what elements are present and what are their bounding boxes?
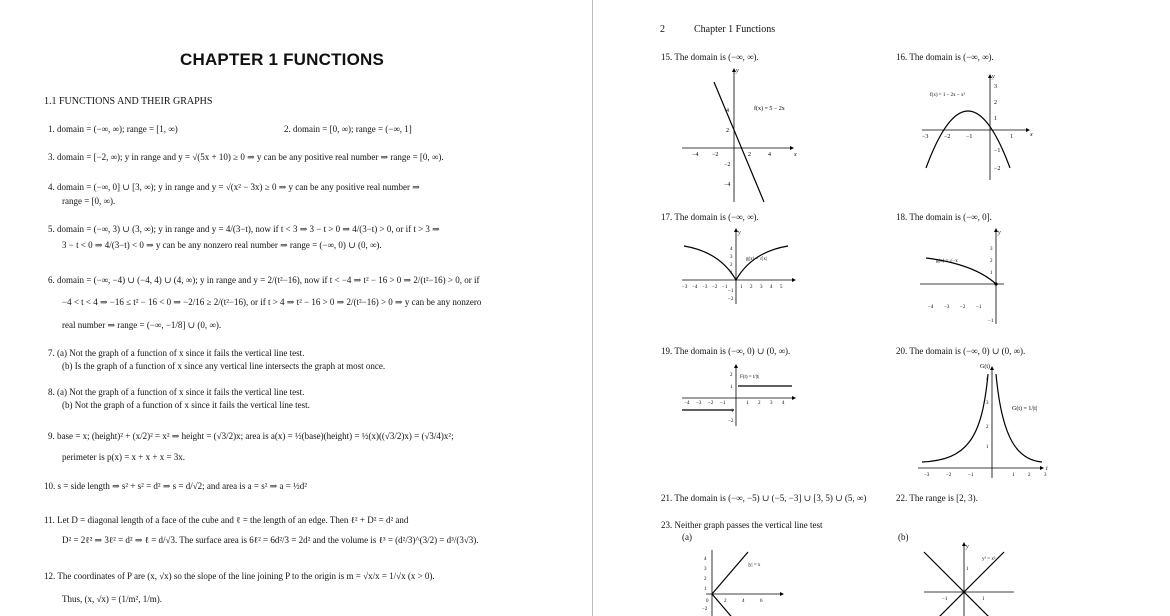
tick-label: −4 [692, 285, 698, 290]
answer-1: 1. domain = (−∞, ∞); range = [1, ∞) [48, 124, 178, 134]
graph-20 [916, 360, 1056, 482]
tick-label: −2 [994, 166, 1001, 172]
graph-23a [698, 546, 788, 616]
tick-label: 2 [986, 425, 989, 430]
tick-label: −1 [994, 148, 1001, 154]
answer-10: 10. s = side length ⇒ s² + s² = d² ⇒ s = d/√2; and area is a = s² ⇒ a = ½d² [44, 481, 307, 491]
item-20: 20. The domain is (−∞, 0) ∪ (0, ∞). [896, 346, 1026, 356]
x-axis-name: x [794, 152, 797, 158]
tick-label: 4 [730, 247, 733, 252]
tick-label: −1 [720, 401, 726, 406]
tick-label: −4 [928, 305, 934, 310]
x-axis-arrow [792, 396, 796, 400]
item-17: 17. The domain is (−∞, ∞). [661, 212, 759, 222]
y-axis-name: y [966, 544, 969, 550]
tick-label: 2 [726, 128, 729, 134]
tick-label: 2 [748, 152, 751, 158]
tick-label: −2 [708, 401, 714, 406]
tick-label: 3 [990, 247, 993, 252]
right-branch [996, 374, 1042, 462]
right-page [598, 0, 1170, 616]
graph-18 [918, 228, 1008, 328]
tick-label: 2 [724, 599, 727, 604]
tick-label: 1 [994, 116, 997, 122]
tick-label: −4 [692, 152, 699, 158]
tick-label: 4 [986, 377, 989, 382]
answer-5: 5. domain = (−∞, 3) ∪ (3, ∞); y in range and y = 4/(3−t), now if t < 3 ⇒ 3 − t > 0 ⇒ 4/(3−t) > 0, or if t > 3 ⇒ [48, 224, 440, 234]
graph-23b [918, 542, 1018, 616]
tick-label: −2 [946, 473, 952, 478]
y-axis-arrow [734, 364, 738, 368]
answer-5-cont: 3 − t < 0 ⇒ 4/(3−t) < 0 ⇒ y can be any nonzero real number ⇒ range = (−∞, 0) ∪ (0, ∞). [62, 240, 382, 250]
tick-label: 2 [730, 263, 733, 268]
y-axis-name: y [738, 230, 741, 236]
tick-label: −1 [988, 319, 994, 324]
tick-label: −2 [712, 285, 718, 290]
item-23: 23. Neither graph passes the vertical line test [661, 520, 823, 530]
tick-label: 3 [760, 285, 763, 290]
y-axis-name: y [736, 68, 739, 74]
tick-label: −1 [722, 285, 728, 290]
tick-label: 4 [726, 108, 729, 114]
tick-label: 1 [740, 285, 743, 290]
answer-8b: (b) Not the graph of a function of x since it fails the vertical line test. [62, 400, 310, 410]
tick-label: −1 [968, 473, 974, 478]
answer-9: 9. base = x; (height)² + (x/2)² = x² ⇒ height = (√3/2)x; area is a(x) = ½(base)(height) = ½(x)((√3/2)x) = (√3/4)x²; [48, 431, 454, 441]
tick-label: −3 [922, 134, 929, 140]
tick-label: 2 [704, 577, 707, 582]
tick-label: 2 [730, 373, 733, 378]
tick-label: −1 [966, 134, 973, 140]
function-label: g(x) = √−x [936, 259, 958, 264]
tick-label: 1 [704, 587, 707, 592]
tick-label: 1 [730, 271, 733, 276]
tick-label: 3 [730, 255, 733, 260]
function-label: f(x) = 5 − 2x [754, 106, 785, 112]
y-axis-arrow [990, 366, 994, 370]
tick-label: 3 [1044, 473, 1047, 478]
page-number: 2 [660, 24, 665, 35]
tick-label: 0 [706, 599, 709, 604]
answer-4: 4. domain = (−∞, 0] ∪ [3, ∞); y in range and y = √(x² − 3x) ≥ 0 ⇒ y can be any positive real number ⇒ [48, 182, 420, 192]
y-axis-label: G(t) [980, 364, 990, 370]
left-branch [922, 374, 988, 462]
tick-label: −1 [728, 289, 734, 294]
tick-label: 4 [742, 599, 745, 604]
tick-label: −3 [924, 473, 930, 478]
answer-7b: (b) Is the graph of a function of x since any vertical line intersects the graph at most once. [62, 361, 386, 371]
item-21: 21. The domain is (−∞, −5) ∪ (−5, −3] ∪ [3, 5) ∪ (5, ∞) [661, 493, 867, 503]
item-19: 19. The domain is (−∞, 0) ∪ (0, ∞). [661, 346, 791, 356]
tick-label: −2 [728, 297, 734, 302]
item-18: 18. The domain is (−∞, 0]. [896, 212, 992, 222]
tick-label: 4 [782, 401, 785, 406]
function-label: F(t) = t/|t| [740, 375, 759, 380]
tick-label: 2 [750, 285, 753, 290]
tick-label: 3 [994, 84, 997, 90]
tick-label: 1 [1010, 134, 1013, 140]
graph-17 [680, 228, 800, 308]
tick-label: −4 [724, 182, 731, 188]
x-axis-arrow [790, 146, 794, 150]
lower-ray [712, 594, 748, 616]
tick-label: 1 [966, 567, 969, 572]
tick-label: 1 [746, 401, 749, 406]
tick-label: −3 [702, 285, 708, 290]
answer-8a: 8. (a) Not the graph of a function of x since it fails the vertical line test. [48, 387, 305, 397]
tick-label: −2 [724, 162, 731, 168]
y-axis-name: y [992, 74, 995, 80]
answer-6-cont: −4 < t < 4 ⇒ −16 ≤ t² − 16 < 0 ⇒ −2/16 ≥ 2/(t²−16), or if t > 4 ⇒ t² − 16 > 0 ⇒ 2/(t²−16) > 0 ⇒ y can be any nonzero [62, 297, 482, 307]
tick-label: −2 [960, 305, 966, 310]
endpoint-dot [994, 282, 997, 285]
tick-label: 1 [990, 271, 993, 276]
graph-19 [680, 364, 800, 428]
function-label: g(x) = √|x| [746, 257, 767, 262]
tick-label: −3 [696, 401, 702, 406]
answer-11: 11. Let D = diagonal length of a face of the cube and ℓ = the length of an edge. Then ℓ² + D² = d² and [44, 515, 409, 525]
answer-4-cont: range = [0, ∞). [62, 196, 116, 206]
function-line [714, 82, 764, 202]
answer-2: 2. domain = [0, ∞); range = (−∞, 1] [284, 124, 412, 134]
tick-label: 1 [730, 385, 733, 390]
tick-label: 2 [994, 100, 997, 106]
item-16: 16. The domain is (−∞, ∞). [896, 52, 994, 62]
tick-label: 2 [1028, 473, 1031, 478]
function-label: f(x) = 1 − 2x − x² [930, 93, 965, 98]
tick-label: 5 [780, 285, 783, 290]
upper-ray [712, 552, 748, 594]
tick-label: −2 [728, 419, 734, 424]
answer-12-cont: Thus, (x, √x) = (1/m², 1/m). [62, 594, 162, 604]
tick-label: −3 [682, 285, 688, 290]
x-axis-name: x [1030, 132, 1033, 138]
tick-label: 2 [758, 401, 761, 406]
tick-label: 1 [1012, 473, 1015, 478]
t-axis-arrow [1040, 466, 1044, 470]
t-axis-name: t [1046, 466, 1048, 472]
function-label: y² = x² [982, 557, 996, 562]
answer-3: 3. domain = [−2, ∞); y in range and y = √(5x + 10) ≥ 0 ⇒ y can be any positive real number ⇒ range = [0, ∞). [48, 152, 444, 162]
tick-label: 3 [770, 401, 773, 406]
tick-label: 2 [990, 259, 993, 264]
tick-label: −1 [942, 597, 948, 602]
tick-label: −2 [712, 152, 719, 158]
tick-label: 3 [986, 401, 989, 406]
running-head: Chapter 1 Functions [694, 24, 776, 35]
answer-11-cont: D² = 2ℓ² ⇒ 3ℓ² = d² ⇒ ℓ = d/√3. The surface area is 6ℓ² = 6d²/3 = 2d² and the volume is ℓ³ = (d²/3)^(3/2) = d³/(3√3). [62, 535, 479, 545]
graph-15 [678, 66, 798, 206]
page-divider [592, 0, 593, 616]
tick-label: −2 [944, 134, 951, 140]
tick-label: −2 [702, 607, 708, 612]
item-23b-label: (b) [898, 532, 909, 542]
chapter-title: CHAPTER 1 FUNCTIONS [180, 50, 385, 69]
tick-label: −4 [684, 401, 690, 406]
answer-9-cont: perimeter is p(x) = x + x + x = 3x. [62, 452, 186, 462]
tick-label: −1 [976, 305, 982, 310]
item-22: 22. The range is [2, 3). [896, 493, 978, 503]
tick-label: 1 [986, 445, 989, 450]
tick-label: 4 [704, 557, 707, 562]
function-label: G(t) = 1/|t| [1012, 406, 1038, 412]
tick-label: −3 [944, 305, 950, 310]
tick-label: 1 [982, 597, 985, 602]
x-axis-arrow [792, 278, 796, 282]
x-axis-arrow [780, 592, 784, 596]
tick-label: −1 [728, 409, 734, 414]
item-15: 15. The domain is (−∞, ∞). [661, 52, 759, 62]
section-title: 1.1 FUNCTIONS AND THEIR GRAPHS [44, 96, 213, 107]
tick-label: 4 [768, 152, 771, 158]
tick-label: 4 [770, 285, 773, 290]
graph-16 [918, 72, 1038, 182]
function-label: |y| = x [748, 563, 761, 568]
answer-7a: 7. (a) Not the graph of a function of x since it fails the vertical line test. [48, 348, 305, 358]
y-axis-name: y [998, 230, 1001, 236]
tick-label: 6 [760, 599, 763, 604]
answer-12: 12. The coordinates of P are (x, √x) so the slope of the line joining P to the origin is m = √x/x = 1/√x (x > 0). [44, 571, 435, 581]
item-23a-label: (a) [682, 532, 692, 542]
answer-6-cont2: real number ⇒ range = (−∞, −1/8] ∪ (0, ∞). [62, 320, 222, 330]
tick-label: 3 [704, 567, 707, 572]
answer-6: 6. domain = (−∞, −4) ∪ (−4, 4) ∪ (4, ∞); y in range and y = 2/(t²−16), now if t < −4 ⇒ t² − 16 > 0 ⇒ 2/(t²−16) > 0, or if [48, 275, 480, 285]
